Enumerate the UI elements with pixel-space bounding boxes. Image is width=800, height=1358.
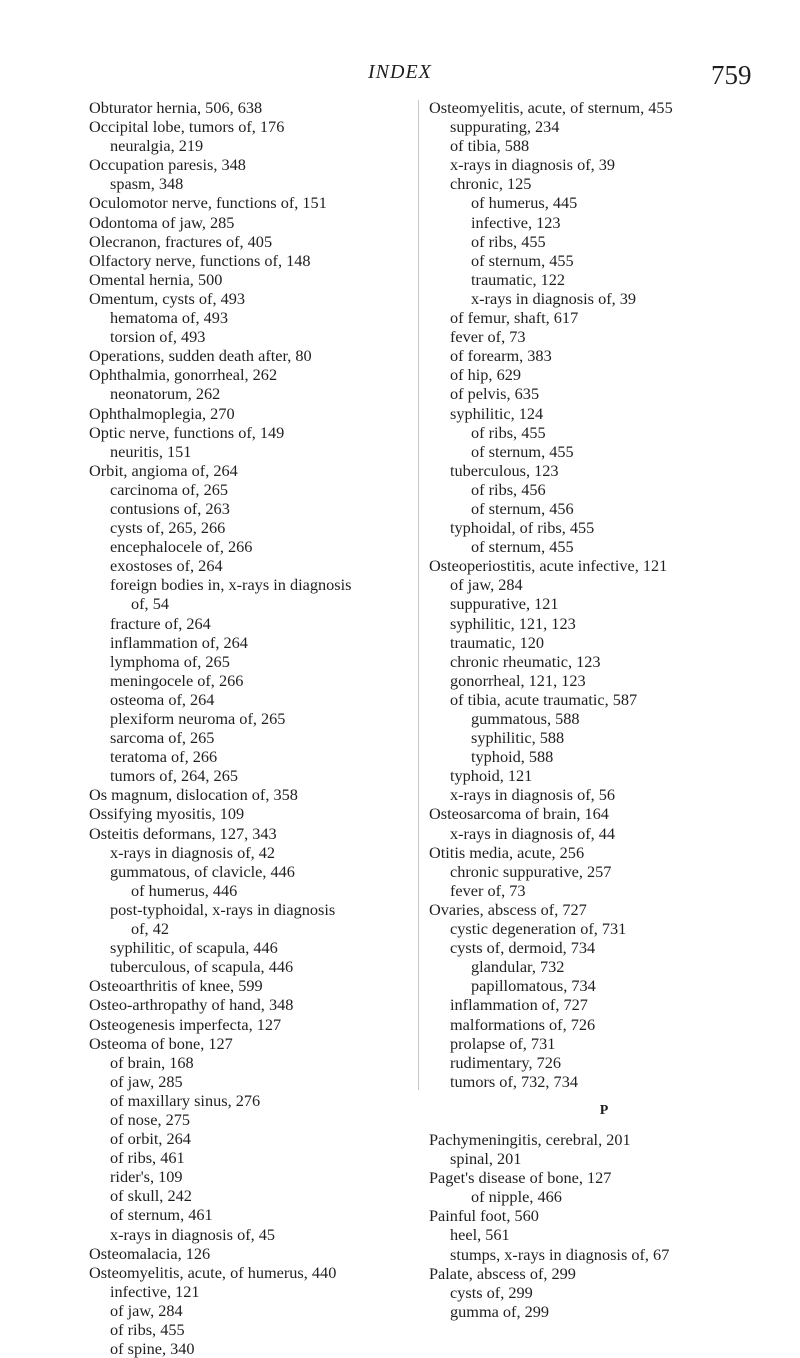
index-subentry: traumatic, 122: [471, 269, 566, 289]
index-subentry: of ribs, 455: [471, 422, 546, 442]
index-subentry: hematoma of, 493: [110, 308, 229, 328]
index-subentry: contusions of, 263: [110, 498, 230, 518]
index-entry: Olfactory nerve, functions of, 148: [89, 250, 311, 270]
index-subentry: of ribs, 456: [471, 479, 546, 499]
index-entry: Osteoma of bone, 127: [89, 1033, 233, 1053]
index-entry: Pachymeningitis, cerebral, 201: [429, 1129, 631, 1149]
index-subentry: neuritis, 151: [110, 441, 192, 461]
index-subentry: gumma of, 299: [450, 1301, 550, 1321]
index-entry: Occupation paresis, 348: [89, 155, 246, 175]
index-column-left: [89, 98, 424, 1358]
index-entry: Ophthalmoplegia, 270: [89, 403, 235, 423]
index-subentry: osteoma of, 264: [110, 689, 215, 709]
index-subentry: of brain, 168: [110, 1052, 194, 1072]
index-subentry: papillomatous, 734: [471, 976, 596, 996]
index-entry: Osteomalacia, 126: [89, 1243, 211, 1263]
index-subentry: x-rays in diagnosis of, 42: [110, 842, 276, 862]
index-entry: Osteo-arthropathy of hand, 348: [89, 995, 294, 1015]
index-subentry: of humerus, 445: [471, 193, 578, 213]
index-subentry: exostoses of, 264: [110, 556, 223, 576]
index-subentry: infective, 121: [110, 1281, 200, 1301]
index-subentry: of skull, 242: [110, 1186, 192, 1206]
index-subentry: post-typhoidal, x-rays in diagnosis: [110, 899, 336, 919]
index-entry: Osteosarcoma of brain, 164: [429, 804, 609, 824]
index-subentry: of maxillary sinus, 276: [110, 1090, 261, 1110]
index-subentry: of sternum, 456: [471, 498, 574, 518]
index-subentry: of tibia, acute traumatic, 587: [450, 689, 638, 709]
index-subentry: x-rays in diagnosis of, 45: [110, 1224, 276, 1244]
index-subentry: of forearm, 383: [450, 346, 552, 366]
index-subentry: suppurating, 234: [450, 117, 560, 137]
index-subentry: stumps, x-rays in diagnosis of, 67: [450, 1244, 670, 1264]
index-subentry: of pelvis, 635: [450, 384, 540, 404]
index-subentry: glandular, 732: [471, 957, 565, 977]
index-entry: Ophthalmia, gonorrheal, 262: [89, 365, 278, 385]
index-entry: Odontoma of jaw, 285: [89, 212, 235, 232]
index-subentry: of sternum, 461: [110, 1205, 213, 1225]
index-subentry: rider's, 109: [110, 1167, 183, 1187]
index-subentry: encephalocele of, 266: [110, 537, 253, 557]
index-entry: Palate, abscess of, 299: [429, 1263, 576, 1283]
index-subentry: chronic rheumatic, 123: [450, 651, 601, 671]
index-subentry: of orbit, 264: [110, 1129, 191, 1149]
index-entry: Omental hernia, 500: [89, 269, 223, 289]
index-subentry: of jaw, 284: [110, 1300, 183, 1320]
index-column-right: [429, 98, 779, 1321]
index-subentry: of hip, 629: [450, 365, 521, 385]
index-entry: Osteomyelitis, acute, of sternum, 455: [429, 98, 673, 117]
index-subentry: fever of, 73: [450, 880, 526, 900]
index-subentry: fracture of, 264: [110, 613, 211, 633]
index-entry: Ossifying myositis, 109: [89, 804, 245, 824]
page-number: 759: [711, 60, 752, 90]
index-entry: Os magnum, dislocation of, 358: [89, 785, 298, 805]
index-subentry: inflammation of, 264: [110, 632, 248, 652]
index-subentry: of jaw, 285: [110, 1071, 183, 1091]
index-subentry: cysts of, 265, 266: [110, 518, 226, 538]
index-subentry: plexiform neuroma of, 265: [110, 709, 286, 728]
index-subentry: of ribs, 455: [471, 231, 546, 251]
index-entry: Olecranon, fractures of, 405: [89, 231, 273, 251]
index-subentry: inflammation of, 727: [450, 995, 588, 1015]
index-entry: Orbit, angioma of, 264: [89, 460, 238, 480]
index-subentry: of nose, 275: [110, 1109, 191, 1129]
index-subentry: tumors of, 264, 265: [110, 766, 238, 786]
index-subentry: of femur, shaft, 617: [450, 308, 579, 328]
index-subentry: of sternum, 455: [471, 441, 574, 461]
index-subentry: of ribs, 461: [110, 1148, 185, 1168]
index-subentry: of, 54: [131, 594, 169, 614]
index-entry: Ovaries, abscess of, 727: [429, 899, 587, 919]
section-letter-heading: P: [599, 1102, 609, 1118]
index-subentry: spasm, 348: [110, 174, 184, 194]
index-subentry: carcinoma of, 265: [110, 479, 228, 499]
index-entry: Osteomyelitis, acute, of humerus, 440: [89, 1262, 337, 1282]
running-head: INDEX: [368, 61, 432, 83]
index-entry: Occipital lobe, tumors of, 176: [89, 117, 285, 137]
index-entry: Operations, sudden death after, 80: [89, 346, 312, 366]
index-subentry: cysts of, 299: [450, 1282, 533, 1302]
index-subentry: rudimentary, 726: [450, 1052, 562, 1072]
index-subentry: neonatorum, 262: [110, 384, 221, 404]
index-subentry: of sternum, 455: [471, 250, 574, 270]
index-subentry: heel, 561: [450, 1225, 510, 1245]
index-subentry: neuralgia, 219: [110, 136, 204, 156]
index-subentry: of, 42: [131, 919, 169, 939]
index-subentry: meningocele of, 266: [110, 670, 244, 690]
index-subentry: typhoid, 121: [450, 766, 533, 786]
index-subentry: x-rays in diagnosis of, 39: [450, 155, 616, 175]
index-subentry: chronic suppurative, 257: [450, 861, 612, 881]
index-subentry: typhoid, 588: [471, 747, 554, 767]
index-subentry: tumors of, 732, 734: [450, 1071, 578, 1091]
index-subentry: x-rays in diagnosis of, 39: [471, 288, 637, 308]
index-entry: Oculomotor nerve, functions of, 151: [89, 193, 327, 213]
index-subentry: tuberculous, 123: [450, 460, 559, 480]
index-subentry: lymphoma of, 265: [110, 651, 230, 671]
index-subentry: syphilitic, 588: [471, 728, 565, 748]
index-subentry: fever of, 73: [450, 327, 526, 347]
index-subentry: malformations of, 726: [450, 1014, 596, 1034]
index-subentry: spinal, 201: [450, 1149, 522, 1169]
index-entry: Osteoperiostitis, acute infective, 121: [429, 556, 668, 576]
index-subentry: gummatous, of clavicle, 446: [110, 861, 295, 881]
index-subentry: x-rays in diagnosis of, 44: [450, 823, 616, 843]
index-subentry: prolapse of, 731: [450, 1033, 556, 1053]
index-subentry: suppurative, 121: [450, 594, 559, 614]
index-subentry: cystic degeneration of, 731: [450, 919, 627, 939]
index-subentry: syphilitic, of scapula, 446: [110, 938, 278, 958]
index-subentry: of humerus, 446: [131, 880, 238, 900]
index-subentry: of jaw, 284: [450, 575, 523, 595]
index-subentry: of tibia, 588: [450, 136, 530, 156]
index-entry: Paget's disease of bone, 127: [429, 1168, 612, 1188]
index-subentry: sarcoma of, 265: [110, 728, 215, 748]
index-subentry: teratoma of, 266: [110, 747, 218, 767]
index-entry: Osteoarthritis of knee, 599: [89, 976, 263, 996]
index-subentry: traumatic, 120: [450, 632, 545, 652]
index-entry: Otitis media, acute, 256: [429, 842, 585, 862]
index-subentry: infective, 123: [471, 212, 561, 232]
index-subentry: chronic, 125: [450, 174, 532, 194]
index-subentry: x-rays in diagnosis of, 56: [450, 785, 616, 805]
index-entry: Obturator hernia, 506, 638: [89, 98, 263, 117]
index-subentry: of spine, 340: [110, 1339, 195, 1358]
index-subentry: foreign bodies in, x-rays in diagnosis: [110, 575, 352, 595]
index-subentry: gonorrheal, 121, 123: [450, 670, 586, 690]
index-entry: Osteitis deformans, 127, 343: [89, 823, 277, 843]
index-subentry: torsion of, 493: [110, 327, 206, 347]
index-subentry: of ribs, 455: [110, 1320, 185, 1339]
index-subentry: syphilitic, 124: [450, 403, 544, 423]
index-entry: Painful foot, 560: [429, 1206, 539, 1226]
index-subentry: of nipple, 466: [471, 1187, 562, 1207]
index-subentry: cysts of, dermoid, 734: [450, 938, 596, 958]
index-entry: Optic nerve, functions of, 149: [89, 422, 285, 442]
index-subentry: tuberculous, of scapula, 446: [110, 957, 294, 977]
index-subentry: typhoidal, of ribs, 455: [450, 518, 595, 538]
index-entry: Omentum, cysts of, 493: [89, 288, 246, 308]
index-subentry: syphilitic, 121, 123: [450, 613, 576, 633]
index-subentry: of sternum, 455: [471, 537, 574, 557]
index-subentry: gummatous, 588: [471, 709, 580, 728]
index-entry: Osteogenesis imperfecta, 127: [89, 1014, 282, 1034]
